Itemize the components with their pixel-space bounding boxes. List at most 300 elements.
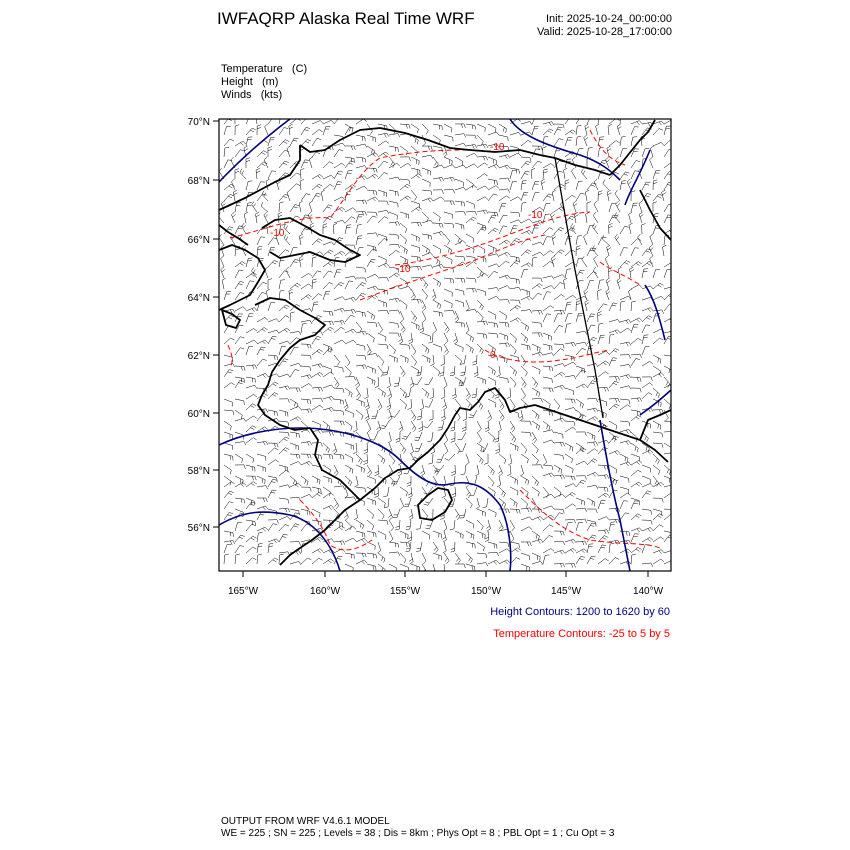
wind-barb-flag — [408, 163, 411, 166]
wind-barb-flag — [475, 125, 476, 129]
wind-barb — [246, 416, 253, 421]
wind-barb-flag — [598, 311, 602, 313]
wind-barb-flag — [285, 173, 289, 175]
wind-barb-flag — [670, 304, 674, 305]
wind-barb — [488, 520, 491, 529]
wind-barb — [510, 355, 519, 357]
wind-barb-flag — [638, 234, 641, 237]
wind-barb-flag — [288, 341, 291, 344]
wind-barb-flag — [239, 537, 243, 539]
wind-barb — [642, 491, 647, 498]
wind-barb — [323, 549, 331, 553]
wind-barb-flag — [626, 320, 628, 323]
wind-barb-flag — [365, 356, 366, 360]
wind-barb-flag — [472, 125, 473, 129]
wind-barb-flag — [515, 549, 518, 551]
wind-barb-flag — [524, 174, 528, 175]
wind-barb — [257, 544, 258, 553]
wind-barb-flag — [607, 159, 610, 162]
wind-barb-flag — [233, 214, 236, 217]
wind-barb-flag — [234, 193, 238, 195]
wind-barb-flag — [309, 157, 312, 159]
wind-barb-flag — [451, 548, 455, 549]
wind-barb-flag — [604, 487, 605, 491]
wind-barb-flag — [352, 469, 353, 473]
wind-barb — [466, 322, 469, 330]
wind-barb-flag — [233, 533, 234, 537]
wind-barb-flag — [244, 212, 248, 214]
wind-barb-flag — [308, 212, 311, 215]
wind-barb-flag — [426, 348, 427, 352]
wind-barb — [231, 215, 235, 223]
wind-barb — [433, 245, 441, 249]
wind-barb-flag — [420, 408, 424, 410]
wind-barb-flag — [481, 406, 483, 410]
wind-barb-flag — [353, 329, 356, 332]
wind-barb-flag — [264, 157, 267, 160]
wind-barb — [521, 344, 530, 346]
wind-barb — [499, 343, 508, 344]
wind-barb — [466, 300, 469, 308]
wind-barb-flag — [640, 378, 641, 382]
wind-barb-flag — [618, 398, 620, 402]
wind-barb-flag — [667, 469, 669, 473]
wind-barb-flag — [673, 356, 674, 360]
wind-barb — [323, 487, 330, 492]
wind-barb-flag — [496, 132, 499, 135]
wind-barb — [312, 509, 320, 513]
wind-barb-flag — [291, 312, 295, 313]
wind-barb-flag — [310, 375, 312, 379]
wind-barb-flag — [452, 260, 453, 264]
wind-barb-flag — [437, 281, 438, 285]
wind-barb-flag — [466, 484, 469, 487]
wind-barb-flag — [284, 534, 288, 535]
wind-barb — [477, 542, 484, 547]
wind-barb-flag — [335, 503, 338, 506]
wind-barb — [301, 441, 310, 443]
wind-barb — [312, 492, 319, 498]
wind-barb-flag — [585, 303, 589, 305]
wind-barb-flag — [497, 254, 499, 258]
wind-barb — [400, 399, 407, 405]
wind-barb-flag — [519, 509, 520, 513]
wind-barb-flag — [519, 132, 521, 135]
wind-barb — [576, 498, 584, 501]
wind-barb-flag — [626, 343, 628, 347]
wind-barb-flag — [307, 442, 309, 446]
wind-barb — [554, 487, 561, 493]
wind-barb — [576, 461, 584, 465]
wind-barb — [465, 366, 466, 375]
wind-barb — [429, 377, 433, 385]
wind-barb-flag — [403, 329, 405, 332]
wind-barb — [345, 476, 352, 482]
wind-barb-flag — [485, 273, 488, 276]
wind-barb — [290, 313, 291, 322]
wind-barb — [378, 124, 387, 126]
wind-barb — [488, 399, 496, 403]
wind-barb-flag — [461, 279, 462, 283]
wind-barb-flag — [562, 418, 565, 421]
wind-barb — [224, 531, 233, 533]
wind-barb-flag — [406, 305, 407, 309]
wind-barb-flag — [417, 267, 419, 271]
wind-barb — [653, 226, 656, 234]
wind-barb-flag — [598, 289, 602, 291]
wind-barb — [631, 358, 636, 366]
wind-barb — [598, 387, 607, 388]
wind-barb — [664, 377, 670, 384]
wind-barb — [312, 130, 319, 135]
wind-barb — [587, 376, 596, 377]
wind-barb — [620, 386, 629, 388]
wind-barb-flag — [339, 238, 343, 239]
wind-barb-flag — [262, 191, 264, 195]
wind-barb — [477, 174, 484, 179]
wind-barb-flag — [427, 441, 431, 442]
wind-barb-flag — [362, 312, 363, 316]
wind-barb-flag — [451, 438, 455, 439]
wind-barb-flag — [615, 331, 618, 334]
wind-barb — [620, 399, 629, 400]
wind-barb-flag — [570, 494, 574, 496]
wind-barb-flag — [638, 415, 642, 417]
wind-barb-flag — [335, 382, 338, 385]
wind-barb — [224, 410, 233, 411]
wind-barb-flag — [330, 261, 334, 263]
wind-barb-flag — [236, 554, 240, 555]
longitude-axis — [228, 571, 664, 597]
wind-barb — [433, 177, 442, 179]
wind-barb-flag — [472, 364, 476, 365]
wind-barb-flag — [265, 214, 268, 217]
wind-barb — [650, 148, 653, 157]
wind-barb — [378, 498, 385, 503]
wind-barb-flag — [330, 493, 333, 496]
wind-barb — [653, 355, 661, 359]
wind-barb — [389, 531, 393, 539]
wind-barb — [433, 135, 440, 140]
wind-barb-flag — [650, 483, 653, 486]
wind-barb — [356, 443, 357, 452]
wind-barb — [345, 526, 353, 531]
wind-barb-flag — [673, 550, 676, 553]
wind-barb-flag — [228, 229, 232, 230]
wind-barb — [444, 124, 452, 128]
wind-barb — [400, 256, 408, 260]
wind-barb — [334, 388, 343, 389]
wind-barb-flag — [253, 203, 255, 206]
wind-barb — [323, 120, 331, 124]
wind-barb — [400, 344, 409, 345]
wind-barb-flag — [621, 183, 625, 184]
wind-barb — [488, 264, 496, 267]
wind-barb-flag — [669, 369, 670, 373]
wind-barb — [246, 520, 255, 521]
wind-barb-flag — [561, 250, 565, 252]
wind-barb — [576, 508, 585, 509]
wind-barb — [653, 296, 661, 300]
wind-barb-flag — [398, 463, 402, 465]
wind-barb — [301, 284, 308, 289]
wind-barb-flag — [342, 143, 345, 146]
wind-barb — [543, 454, 547, 462]
wind-barb-flag — [643, 271, 647, 272]
wind-barb — [422, 531, 430, 535]
wind-barb-flag — [241, 366, 242, 370]
wind-barb-flag — [347, 363, 350, 366]
wind-barb — [323, 271, 329, 278]
wind-barb — [532, 410, 539, 416]
wind-barb-flag — [375, 174, 378, 177]
wind-barb-flag — [387, 386, 391, 388]
wind-barb — [466, 211, 475, 212]
wind-barb — [576, 522, 579, 531]
wind-barb-flag — [353, 208, 356, 211]
wind-barb-flag — [563, 310, 565, 314]
wind-barb-flag — [593, 459, 597, 461]
wind-barb — [257, 465, 266, 468]
wind-barb — [620, 493, 627, 498]
wind-barb-flag — [527, 542, 528, 546]
wind-barb-flag — [405, 197, 408, 200]
wind-barb — [455, 344, 463, 348]
wind-barb-flag — [610, 334, 614, 335]
wind-barb — [653, 559, 661, 564]
wind-barb-flag — [339, 527, 342, 529]
wind-barb-flag — [594, 201, 597, 204]
wind-barb-flag — [517, 491, 518, 495]
wind-barb — [642, 347, 645, 355]
wind-barb — [345, 553, 354, 555]
wind-barb — [224, 160, 228, 168]
wind-barb-flag — [511, 426, 514, 429]
wind-barb — [257, 533, 258, 542]
wind-barb-flag — [515, 339, 517, 343]
wind-barb-flag — [483, 211, 485, 215]
wind-barb-flag — [275, 460, 278, 462]
wind-barb-flag — [412, 426, 415, 429]
wind-barb — [552, 192, 554, 201]
wind-barb — [609, 335, 610, 344]
wind-barb-flag — [398, 298, 400, 302]
wind-barb-flag — [603, 180, 605, 184]
wind-barb-flag — [452, 496, 456, 498]
wind-barb-flag — [399, 339, 402, 342]
wind-barb-flag — [364, 397, 368, 399]
wind-barb-flag — [430, 253, 433, 256]
wind-barb — [510, 487, 518, 491]
wind-barb — [400, 388, 407, 394]
wind-barb-flag — [415, 139, 416, 143]
wind-barb-flag — [673, 422, 674, 426]
wind-barb — [389, 146, 398, 148]
wind-barb-flag — [336, 506, 339, 509]
wind-barb-flag — [591, 523, 595, 524]
wind-barb-flag — [505, 253, 508, 256]
wind-barb-flag — [420, 222, 422, 226]
wind-barb-flag — [372, 526, 374, 530]
wind-barb — [389, 344, 396, 350]
wind-barb-flag — [547, 196, 551, 197]
wind-barb-flag — [593, 267, 596, 270]
wind-barb-flag — [582, 370, 586, 372]
wind-barb-flag — [317, 271, 321, 272]
wind-barb-flag — [268, 147, 272, 148]
wind-barb-flag — [474, 164, 477, 167]
wind-barb-flag — [436, 549, 438, 552]
wind-barb — [543, 170, 544, 179]
wind-barb-flag — [393, 461, 395, 465]
wind-barb — [521, 181, 522, 190]
cook-inlet — [448, 388, 535, 428]
wind-barb — [411, 487, 412, 496]
wind-barb-flag — [413, 418, 416, 421]
wind-barb-flag — [417, 419, 421, 420]
wind-barb-flag — [629, 223, 633, 225]
wind-barb-flag — [617, 330, 620, 333]
wind-barb — [664, 140, 671, 146]
wind-barb-flag — [244, 401, 245, 405]
wind-barb-flag — [560, 282, 564, 284]
wind-barb — [268, 448, 275, 454]
wind-barb-flag — [398, 235, 399, 239]
wind-barb — [477, 377, 486, 380]
wind-barb-flag — [632, 301, 636, 302]
wind-barb-flag — [511, 539, 514, 542]
wind-barb-flag — [593, 212, 596, 215]
wind-barb-flag — [296, 184, 300, 186]
wind-barb — [477, 311, 483, 318]
wind-barb — [510, 377, 516, 384]
wind-barb-flag — [289, 292, 293, 294]
wind-barb — [554, 563, 563, 564]
wind-barb — [246, 181, 248, 190]
wind-barb — [576, 366, 585, 369]
wind-barb-flag — [637, 122, 640, 125]
wind-barb-flag — [473, 361, 477, 362]
wind-barb-flag — [632, 554, 636, 555]
wind-barb-flag — [563, 456, 564, 460]
wind-barb-flag — [673, 431, 675, 435]
wind-barb — [521, 171, 526, 179]
wind-barb-flag — [353, 430, 357, 432]
wind-barb — [334, 454, 343, 455]
wind-barb-flag — [529, 263, 532, 266]
wind-barb — [631, 514, 638, 520]
wind-barb-flag — [237, 203, 241, 204]
wind-barb — [257, 347, 261, 355]
wind-barb-flag — [563, 385, 566, 388]
wind-barb — [279, 465, 288, 467]
wind-barb — [631, 285, 639, 289]
wind-barb-flag — [519, 213, 520, 217]
wind-barb-flag — [573, 201, 576, 204]
wind-barb-flag — [536, 535, 537, 539]
wind-barb-flag — [387, 290, 388, 294]
wind-barb-flag — [240, 545, 244, 546]
wind-barb — [664, 431, 673, 432]
wind-barb-flag — [277, 418, 279, 421]
wind-barb — [411, 344, 416, 352]
wind-barb — [565, 454, 573, 459]
wind-barb-flag — [573, 469, 574, 473]
wind-barb-flag — [441, 197, 444, 200]
temperature-contour — [230, 150, 500, 238]
wind-barb-flag — [417, 299, 419, 303]
wind-barb-flag — [523, 363, 526, 366]
wind-barb — [521, 410, 523, 419]
wind-barb-flag — [466, 462, 469, 465]
wind-barb-flag — [258, 249, 262, 250]
wind-barb — [554, 282, 560, 289]
wind-barb — [389, 244, 398, 245]
wind-barb-flag — [406, 543, 407, 547]
wind-barb-flag — [262, 292, 266, 293]
wind-barb-flag — [436, 472, 438, 476]
wind-barb — [565, 407, 574, 410]
wind-barb — [477, 163, 484, 168]
wind-barb — [642, 563, 651, 564]
wind-barb — [345, 157, 354, 158]
wind-barb — [488, 245, 496, 249]
wind-barb — [323, 372, 330, 377]
wind-barb-flag — [320, 120, 323, 123]
wind-barb — [576, 448, 583, 454]
wind-barb — [466, 201, 474, 204]
wind-barb-flag — [343, 389, 344, 393]
wind-barb-flag — [450, 201, 451, 205]
wind-barb — [554, 454, 563, 456]
wind-barb-flag — [552, 412, 553, 416]
wind-barb — [477, 443, 484, 448]
wind-barb — [422, 278, 428, 285]
wind-barb — [378, 238, 384, 245]
wind-barb-flag — [355, 485, 359, 487]
wind-barb-flag — [329, 408, 331, 411]
wind-barb-flag — [278, 215, 282, 217]
wind-barb-flag — [453, 279, 454, 283]
wind-barb-flag — [286, 267, 289, 270]
wind-barb-flag — [365, 200, 367, 204]
wind-barb-flag — [585, 137, 588, 140]
wind-barb-flag — [398, 471, 402, 473]
wind-barb-flag — [563, 344, 564, 348]
wind-barb-flag — [474, 185, 477, 188]
wind-barb-flag — [455, 317, 458, 320]
wind-barb — [389, 298, 398, 300]
wind-barb-flag — [299, 388, 300, 392]
wind-barb — [521, 508, 530, 509]
wind-barb — [587, 485, 596, 487]
wind-barb — [333, 225, 334, 234]
wind-barb-flag — [283, 196, 287, 198]
wind-barb — [345, 171, 348, 179]
wind-barb — [422, 155, 431, 157]
wind-barb-flag — [275, 426, 279, 428]
wind-barb-flag — [645, 196, 649, 197]
wind-barb — [279, 498, 288, 499]
wind-barb — [334, 163, 342, 168]
wind-barb-flag — [309, 494, 312, 497]
wind-barb-flag — [377, 430, 380, 432]
wind-barb — [257, 340, 265, 344]
wind-barb — [367, 520, 374, 526]
wind-barb-flag — [575, 215, 579, 217]
wind-barb-flag — [263, 528, 266, 531]
wind-barb-flag — [331, 505, 334, 508]
